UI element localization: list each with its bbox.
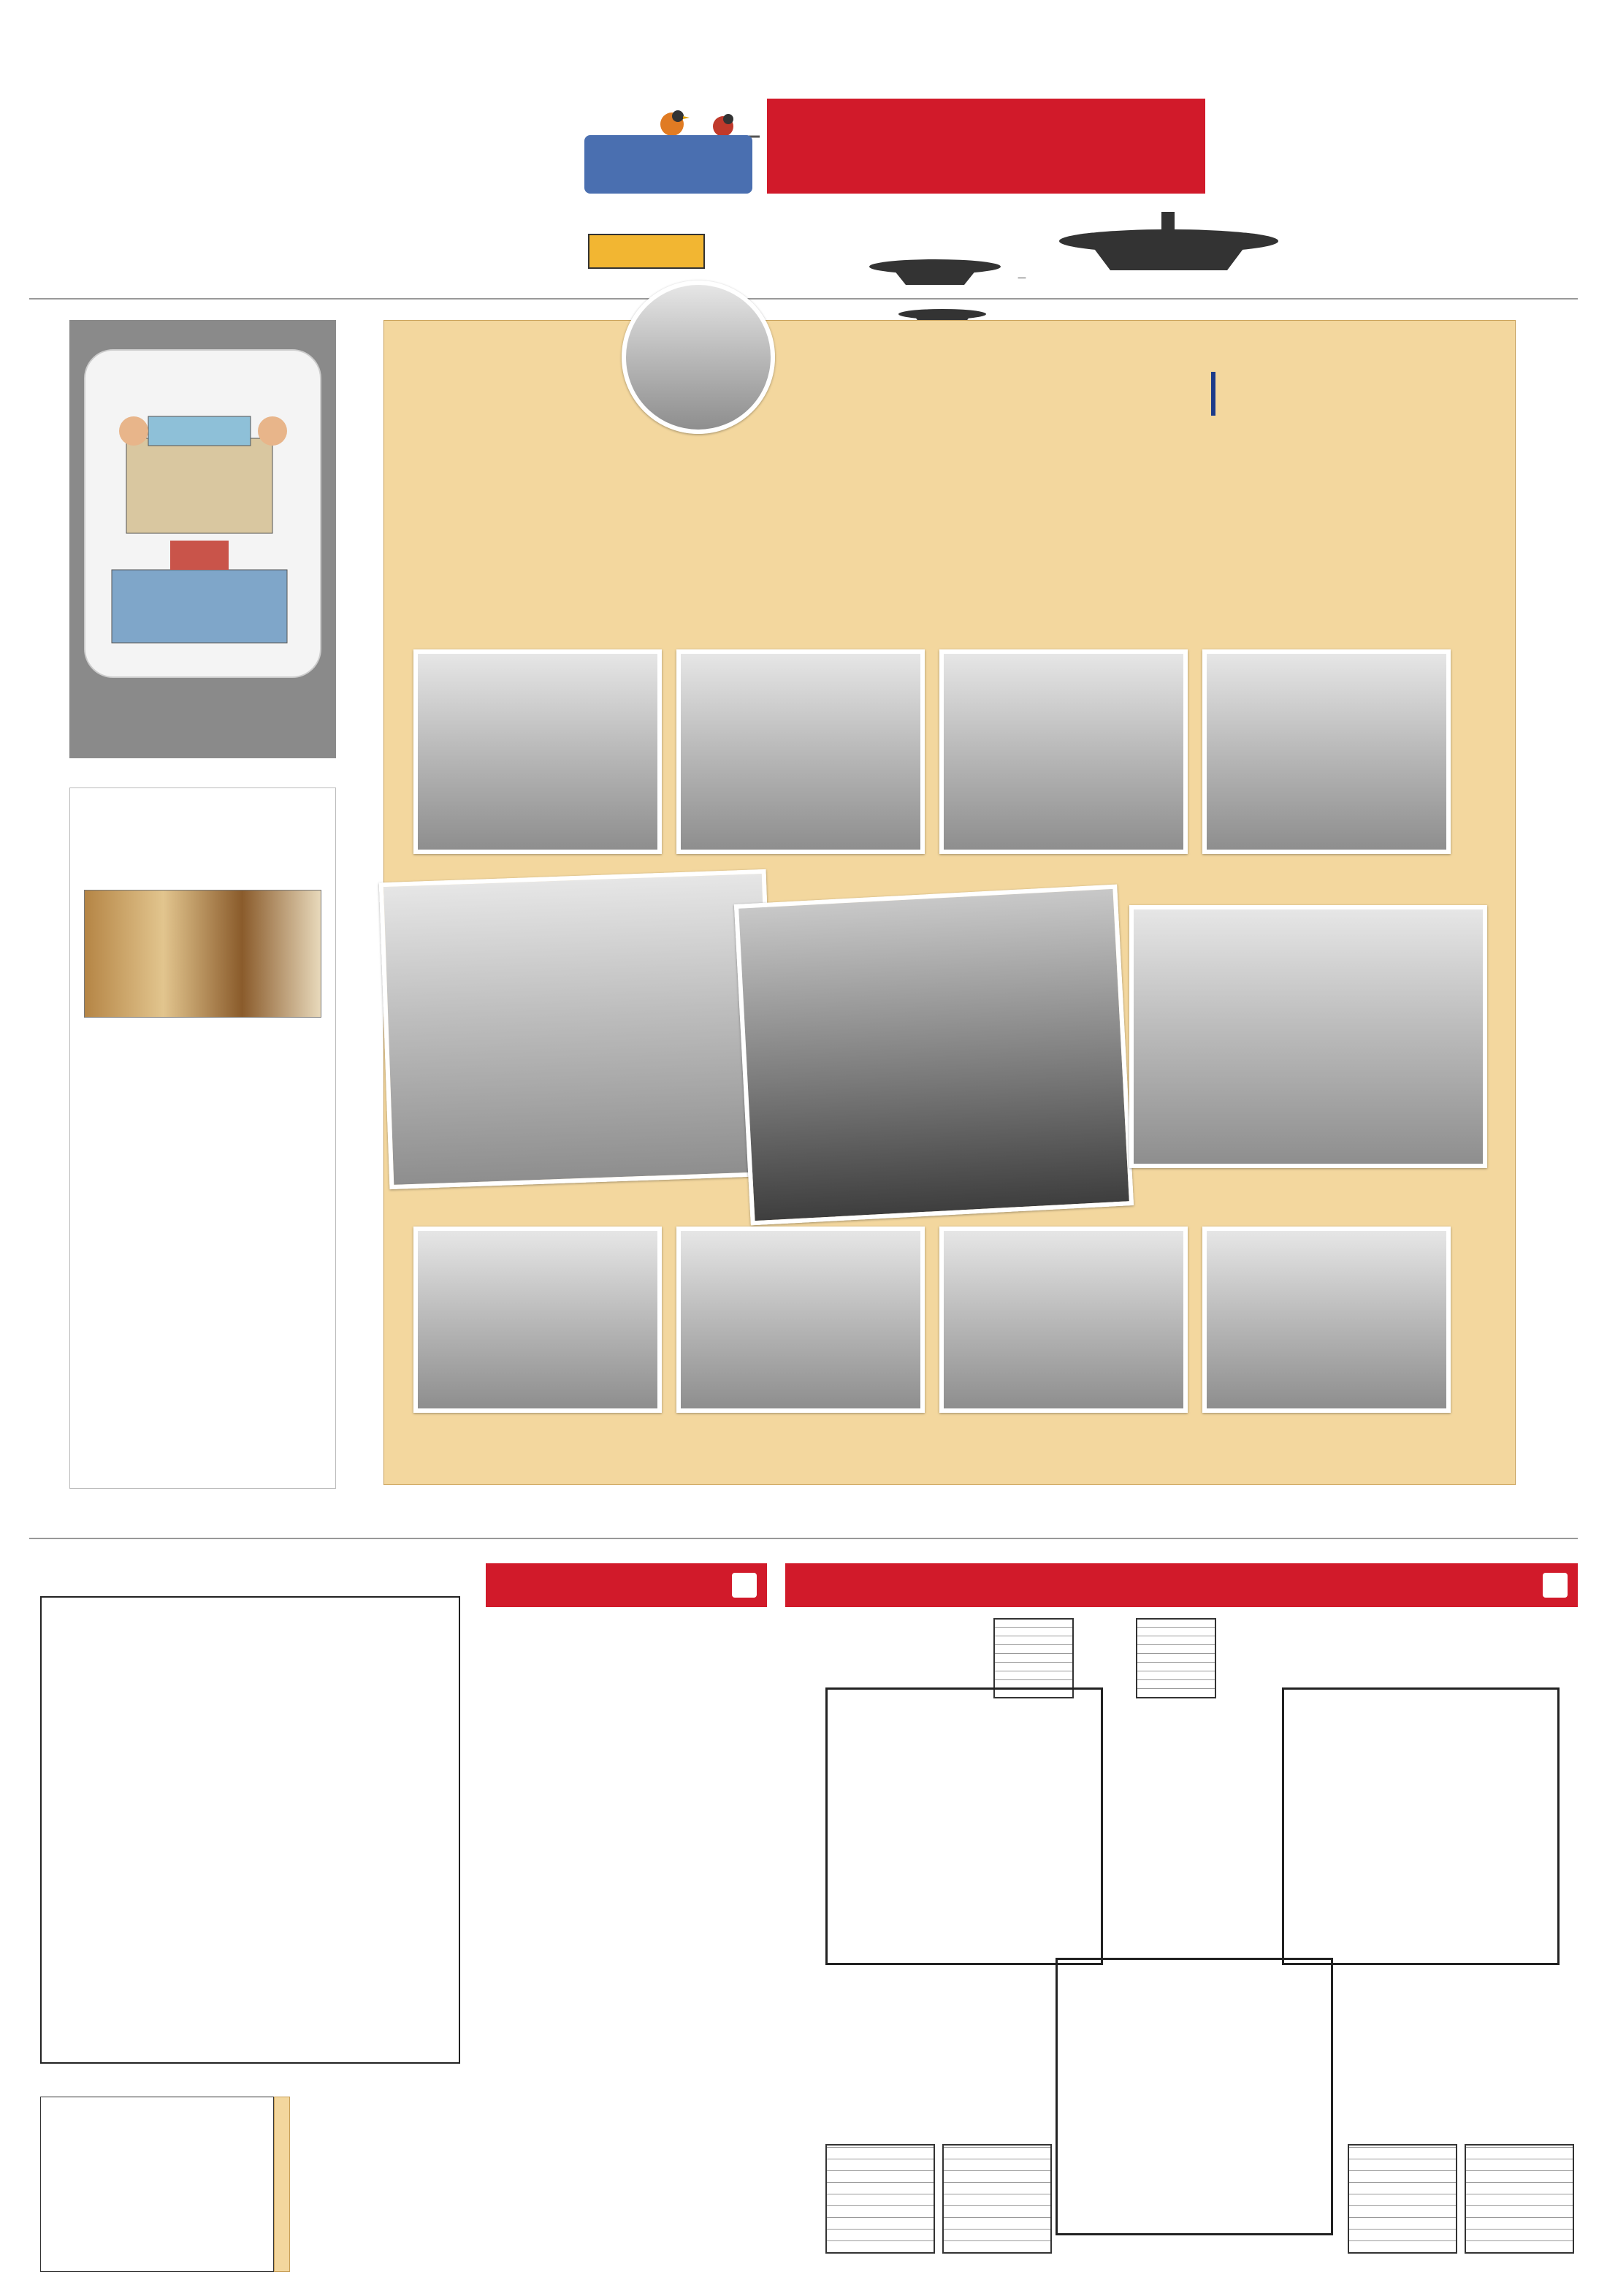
solution-grid bbox=[942, 2144, 1052, 2254]
photo bbox=[413, 1227, 662, 1413]
photo bbox=[939, 649, 1188, 854]
bottom-divider bbox=[29, 1538, 1578, 1539]
cartoon-drawing bbox=[83, 351, 320, 679]
page-button[interactable] bbox=[588, 234, 705, 269]
sudoku-grid-medium[interactable] bbox=[1056, 1958, 1333, 2235]
sites: — bbox=[1018, 272, 1026, 283]
photo bbox=[413, 649, 662, 854]
solution-grid bbox=[1348, 2144, 1457, 2254]
solution-sidebar bbox=[274, 2097, 290, 2272]
crossword-grid[interactable] bbox=[40, 1596, 460, 2064]
sudoku-icon bbox=[1543, 1573, 1568, 1598]
solution-grid bbox=[825, 2144, 935, 2254]
title-divider bbox=[1211, 372, 1215, 416]
masthead bbox=[0, 0, 1607, 296]
photo bbox=[1202, 649, 1451, 854]
hafez-badge bbox=[584, 135, 752, 194]
photo bbox=[676, 1227, 925, 1413]
photo bbox=[1202, 1227, 1451, 1413]
mini-grid bbox=[1136, 1618, 1216, 1698]
header-divider bbox=[29, 298, 1578, 300]
solution-grid bbox=[1465, 2144, 1574, 2254]
photo bbox=[1129, 905, 1487, 1168]
sudoku-header bbox=[785, 1563, 1578, 1607]
photo bbox=[939, 1227, 1188, 1413]
sidebar bbox=[29, 320, 343, 1489]
solution-grid bbox=[40, 2097, 274, 2272]
airplane-icon bbox=[1045, 190, 1293, 300]
sudoku-section bbox=[782, 1563, 1578, 2287]
logo-text bbox=[767, 99, 1205, 194]
cartoon-image bbox=[84, 349, 321, 678]
photo-top bbox=[622, 281, 775, 434]
photo bbox=[379, 869, 776, 1189]
sudoku-grid-easy[interactable] bbox=[1282, 1687, 1560, 1965]
sudoku-grid-hard[interactable] bbox=[825, 1687, 1103, 1965]
airplane-icon bbox=[862, 234, 1008, 300]
photo bbox=[734, 885, 1134, 1226]
photo bbox=[676, 649, 925, 854]
crossword-header bbox=[486, 1563, 767, 1607]
cartoon-credit bbox=[40, 495, 62, 714]
mini-grid bbox=[993, 1618, 1074, 1698]
main-story bbox=[383, 320, 1516, 1485]
crossword-icon bbox=[732, 1573, 757, 1598]
row-numbers bbox=[460, 1596, 489, 2064]
crossword-section bbox=[29, 1563, 767, 2287]
masthead-logo bbox=[767, 99, 1205, 194]
column-numbers bbox=[40, 1571, 457, 1595]
world-photo bbox=[84, 890, 321, 1018]
